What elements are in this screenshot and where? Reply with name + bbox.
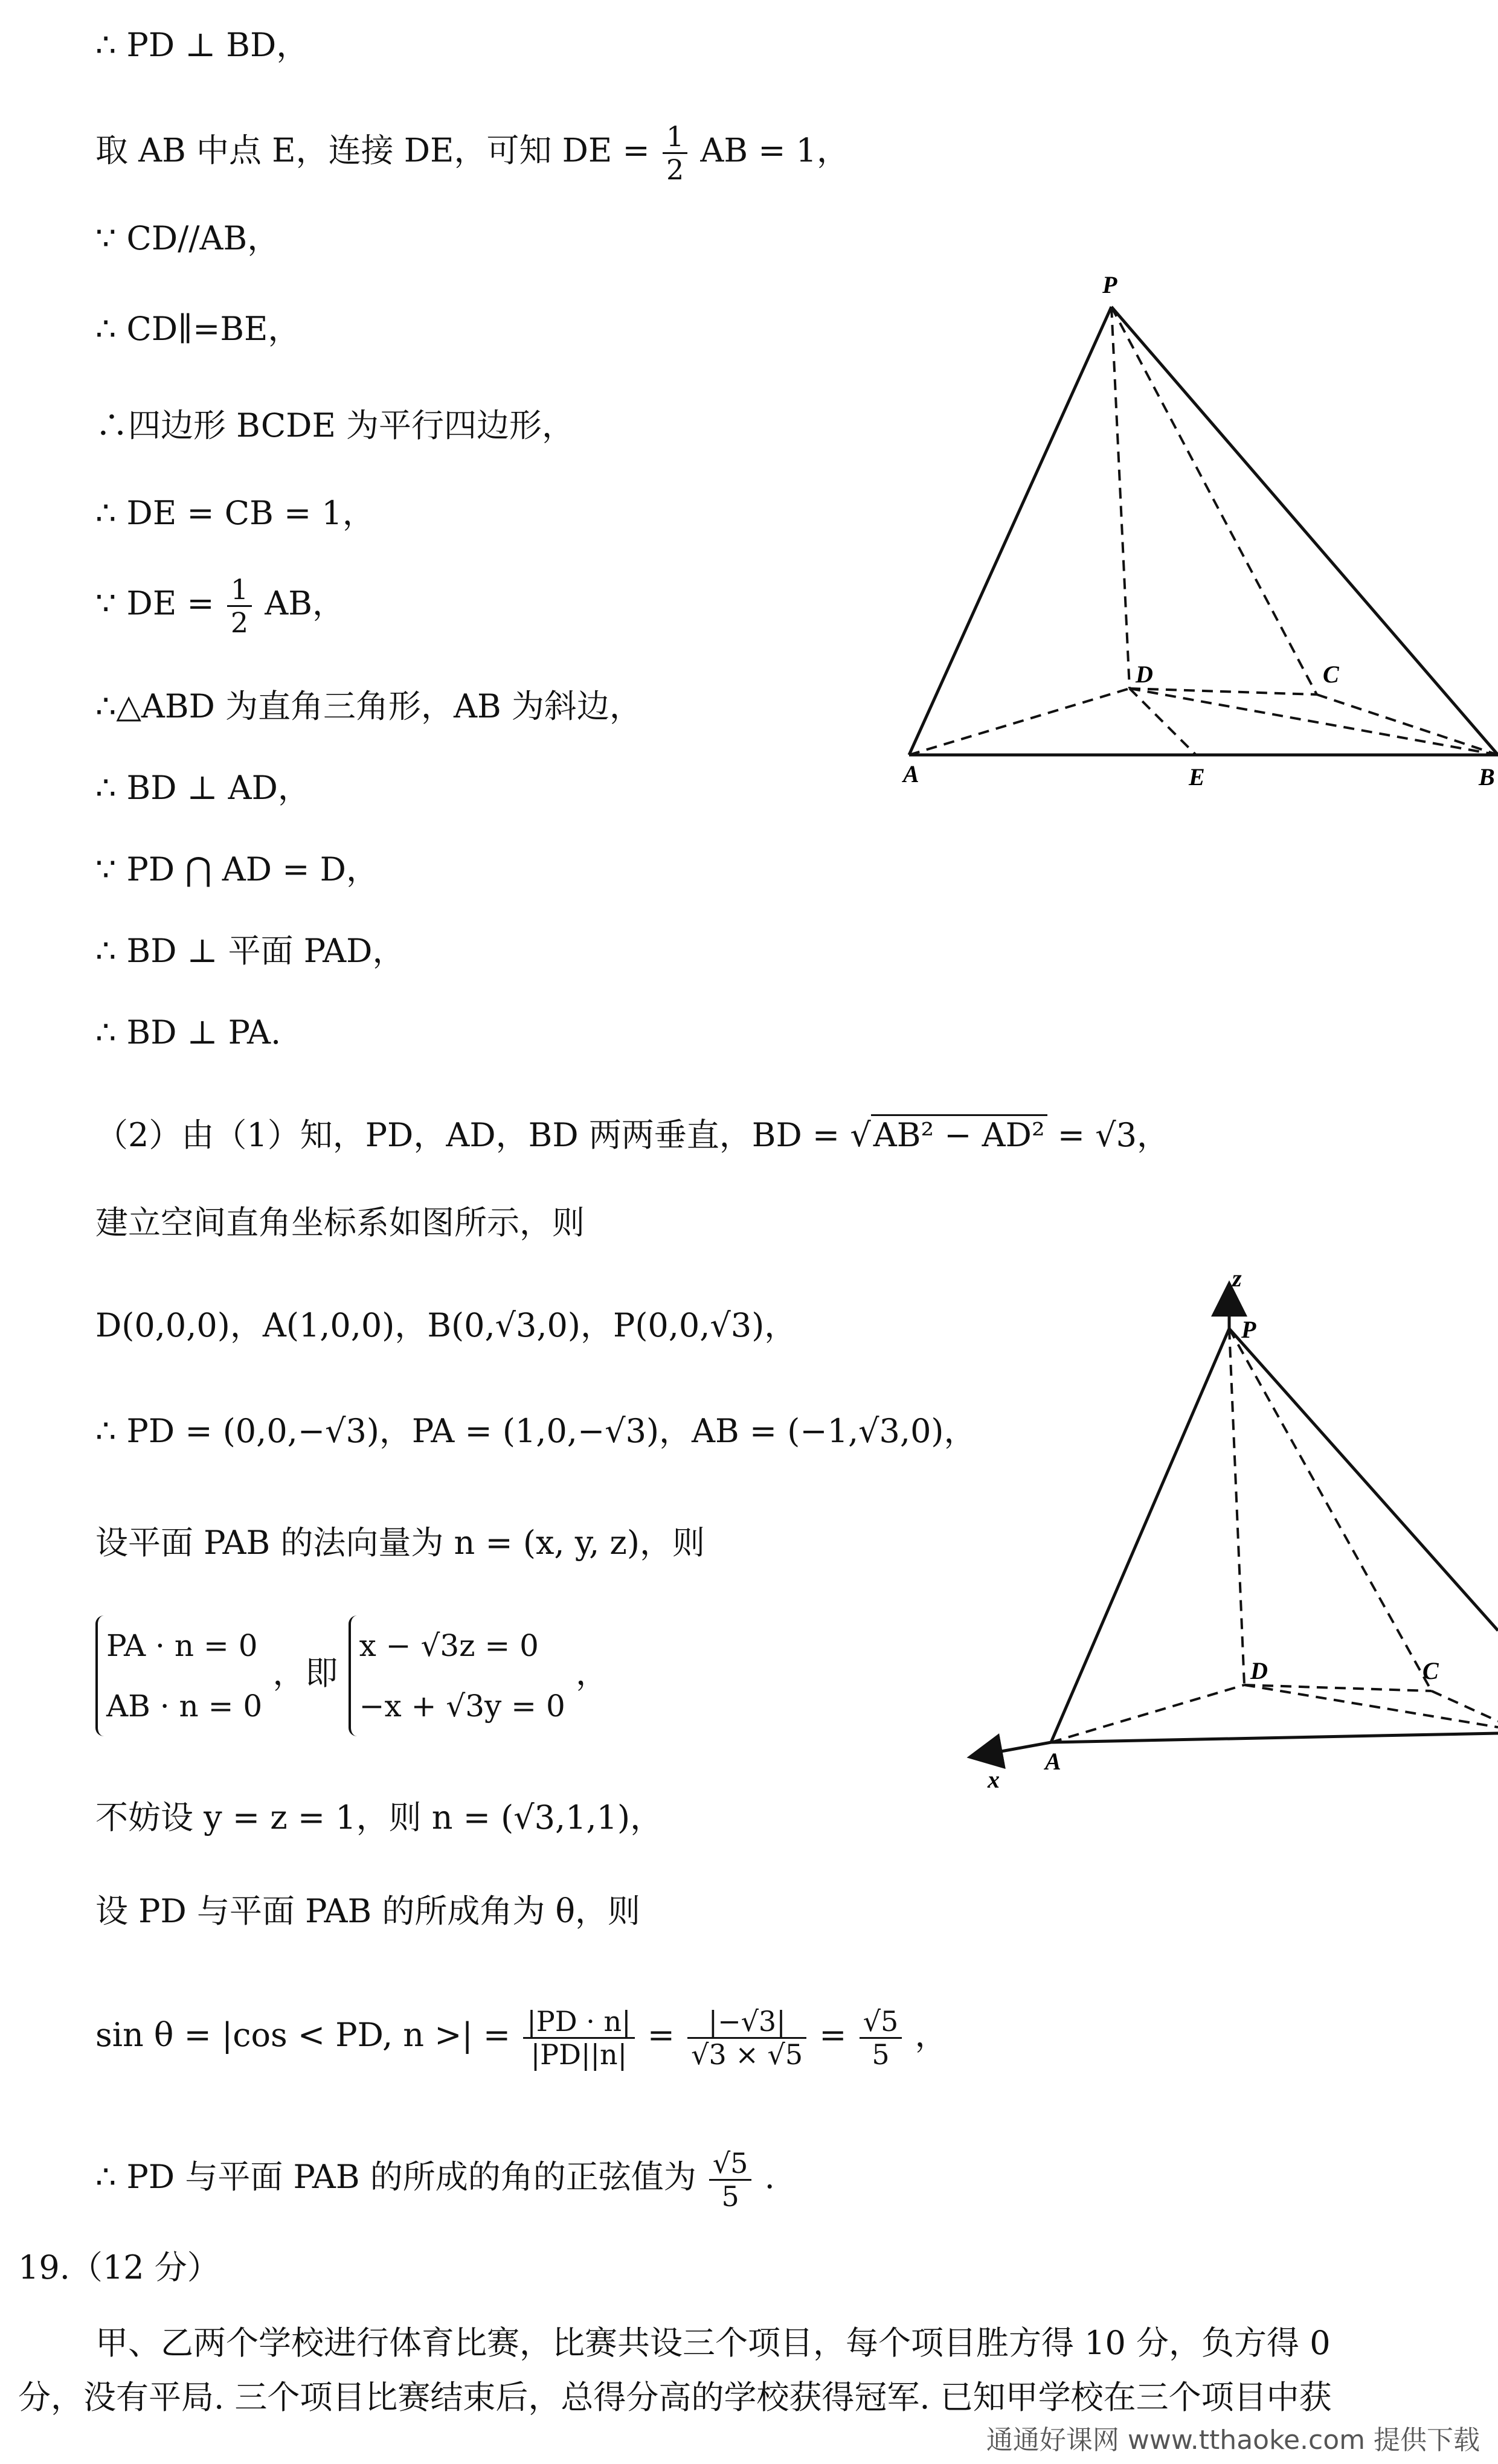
pyramid-diagram bbox=[894, 260, 1498, 803]
edge-pb bbox=[1111, 307, 1498, 755]
watermark-footer: 通通好课网 www.tthaoke.com 提供下载 bbox=[986, 2425, 1480, 2456]
text: sin θ = |cos < PD, n >| = bbox=[95, 2016, 511, 2054]
line-sin-theta bbox=[95, 1996, 947, 2074]
line-pd-cap-ad: ∵ PD ⋂ AD = D， bbox=[95, 850, 379, 888]
edge-pd bbox=[1229, 1329, 1244, 1685]
label-p: P bbox=[1102, 271, 1117, 298]
label-p: P bbox=[1241, 1316, 1256, 1343]
equation: x − √3z = 0 bbox=[359, 1628, 539, 1663]
coordinate-diagram bbox=[966, 1268, 1498, 1812]
text: ， bbox=[915, 2016, 948, 2054]
label-d: D bbox=[1250, 1657, 1268, 1684]
line-bd-perp-ad: ∴ BD ⊥ AD， bbox=[95, 769, 310, 807]
line-right-triangle: ∴△ABD 为直角三角形，AB 为斜边， bbox=[95, 687, 642, 725]
problem-19-text-line1: 甲、乙两个学校进行体育比赛，比赛共设三个项目，每个项目胜方得 10 分，负方得 0 bbox=[95, 2324, 1331, 2362]
edge-db bbox=[1244, 1685, 1498, 1727]
text: ， bbox=[575, 1654, 608, 1692]
label-a: A bbox=[903, 760, 919, 788]
problem-19-text-line2: 分，没有平局. 三个项目比赛结束后，总得分高的学校获得冠军. 已知甲学校在三个项目中获 bbox=[18, 2378, 1332, 2416]
equals: = bbox=[819, 2016, 847, 2054]
line-equation-system bbox=[95, 1615, 608, 1736]
line-angle-theta: 设 PD 与平面 PAB 的所成角为 θ，则 bbox=[95, 1892, 641, 1930]
line-de-half-ab bbox=[95, 574, 345, 638]
edge-ad bbox=[1051, 1685, 1244, 1742]
edge-pc bbox=[1111, 307, 1317, 695]
fraction-2 bbox=[687, 2006, 806, 2070]
edge-pa bbox=[909, 307, 1111, 755]
equals: = bbox=[647, 2016, 675, 2054]
figure-coordinate-pyramid bbox=[966, 1268, 1498, 1812]
line-normal-vector: 设平面 PAB 的法向量为 n = (x, y, z)，则 bbox=[95, 1524, 705, 1562]
label-d: D bbox=[1136, 661, 1153, 688]
denominator: 2 bbox=[230, 606, 249, 639]
line-vectors: ∴ PD = (0,0,−√3)，PA = (1,0,−√3)，AB = (−1,√3,0)， bbox=[95, 1412, 977, 1450]
problem-19-heading: 19.（12 分） bbox=[18, 2248, 220, 2286]
numerator: |−√3| bbox=[687, 2006, 806, 2039]
label-b: B bbox=[1479, 763, 1495, 791]
line-bd-perp-plane: ∴ BD ⊥ 平面 PAD， bbox=[95, 932, 405, 970]
denominator: 5 bbox=[872, 2038, 890, 2071]
line-cd-equal-be: ∴ CD∥=BE， bbox=[95, 310, 301, 348]
system-left bbox=[95, 1615, 262, 1736]
fraction-half bbox=[227, 574, 252, 638]
text: ∴ PD 与平面 PAB 的所成的角的正弦值为 bbox=[95, 2158, 696, 2196]
denominator: |PD||n| bbox=[530, 2038, 628, 2071]
line-parallelogram: ∴四边形 BCDE 为平行四边形， bbox=[95, 406, 575, 444]
text: AB = 1， bbox=[700, 131, 850, 170]
line-part2-intro bbox=[95, 1114, 1169, 1157]
numerator: √5 bbox=[709, 2148, 752, 2181]
text: AB， bbox=[265, 584, 345, 623]
edge-pc bbox=[1229, 1329, 1432, 1691]
label-a: A bbox=[1045, 1748, 1061, 1775]
radicand: AB² − AD² bbox=[871, 1114, 1047, 1154]
line-bd-perp-pa: ∴ BD ⊥ PA. bbox=[95, 1013, 281, 1051]
edge-pd bbox=[1111, 307, 1130, 688]
line-cd-parallel-ab: ∵ CD//AB， bbox=[95, 219, 280, 257]
edge-ad bbox=[909, 688, 1130, 755]
line-set-y-z: 不妨设 y = z = 1，则 n = (√3,1,1)， bbox=[95, 1798, 663, 1837]
sqrt-sign: √ bbox=[850, 1116, 871, 1154]
line-pd-perp-bd: ∴ PD ⊥ BD， bbox=[95, 26, 309, 64]
numerator: 1 bbox=[663, 121, 687, 154]
x-axis bbox=[985, 1742, 1051, 1754]
text: = √3， bbox=[1057, 1116, 1169, 1154]
fraction-answer bbox=[709, 2148, 752, 2212]
fraction-1 bbox=[523, 2006, 634, 2070]
text: （2）由（1）知，PD，AD，BD 两两垂直，BD = bbox=[95, 1116, 840, 1154]
figure-pyramid bbox=[894, 260, 1498, 803]
fraction-3 bbox=[860, 2006, 902, 2070]
equation: PA · n = 0 bbox=[106, 1628, 258, 1663]
label-z: z bbox=[1232, 1268, 1242, 1292]
text: ∵ DE = bbox=[95, 584, 214, 623]
label-c: C bbox=[1422, 1657, 1439, 1684]
label-e: E bbox=[1189, 763, 1205, 791]
label-c: C bbox=[1323, 661, 1339, 688]
numerator: √5 bbox=[860, 2006, 902, 2039]
fraction-half bbox=[663, 121, 687, 185]
equation: AB · n = 0 bbox=[106, 1689, 263, 1724]
line-take-midpoint bbox=[95, 121, 849, 185]
denominator: √3 × √5 bbox=[691, 2038, 803, 2071]
sqrt-expression bbox=[850, 1114, 1047, 1157]
edge-pa bbox=[1051, 1329, 1229, 1742]
line-conclusion bbox=[95, 2138, 775, 2216]
numerator: |PD · n| bbox=[523, 2006, 634, 2039]
equation: −x + √3y = 0 bbox=[359, 1689, 565, 1724]
text: 取 AB 中点 E，连接 DE，可知 DE = bbox=[95, 131, 650, 170]
denominator: 5 bbox=[721, 2180, 739, 2213]
line-de-equals-cb: ∴ DE = CB = 1， bbox=[95, 494, 375, 532]
denominator: 2 bbox=[666, 153, 684, 186]
text: . bbox=[764, 2158, 775, 2196]
edge-pb bbox=[1229, 1329, 1498, 1631]
label-x: x bbox=[988, 1766, 1000, 1793]
numerator: 1 bbox=[227, 574, 252, 607]
system-right bbox=[349, 1615, 565, 1736]
line-point-coordinates: D(0,0,0)，A(1,0,0)，B(0,√3,0)，P(0,0,√3)， bbox=[95, 1306, 797, 1344]
text: ，即 bbox=[272, 1654, 338, 1692]
edge-ab bbox=[1051, 1733, 1498, 1742]
line-coordinate-system: 建立空间直角坐标系如图所示，则 bbox=[95, 1204, 585, 1242]
